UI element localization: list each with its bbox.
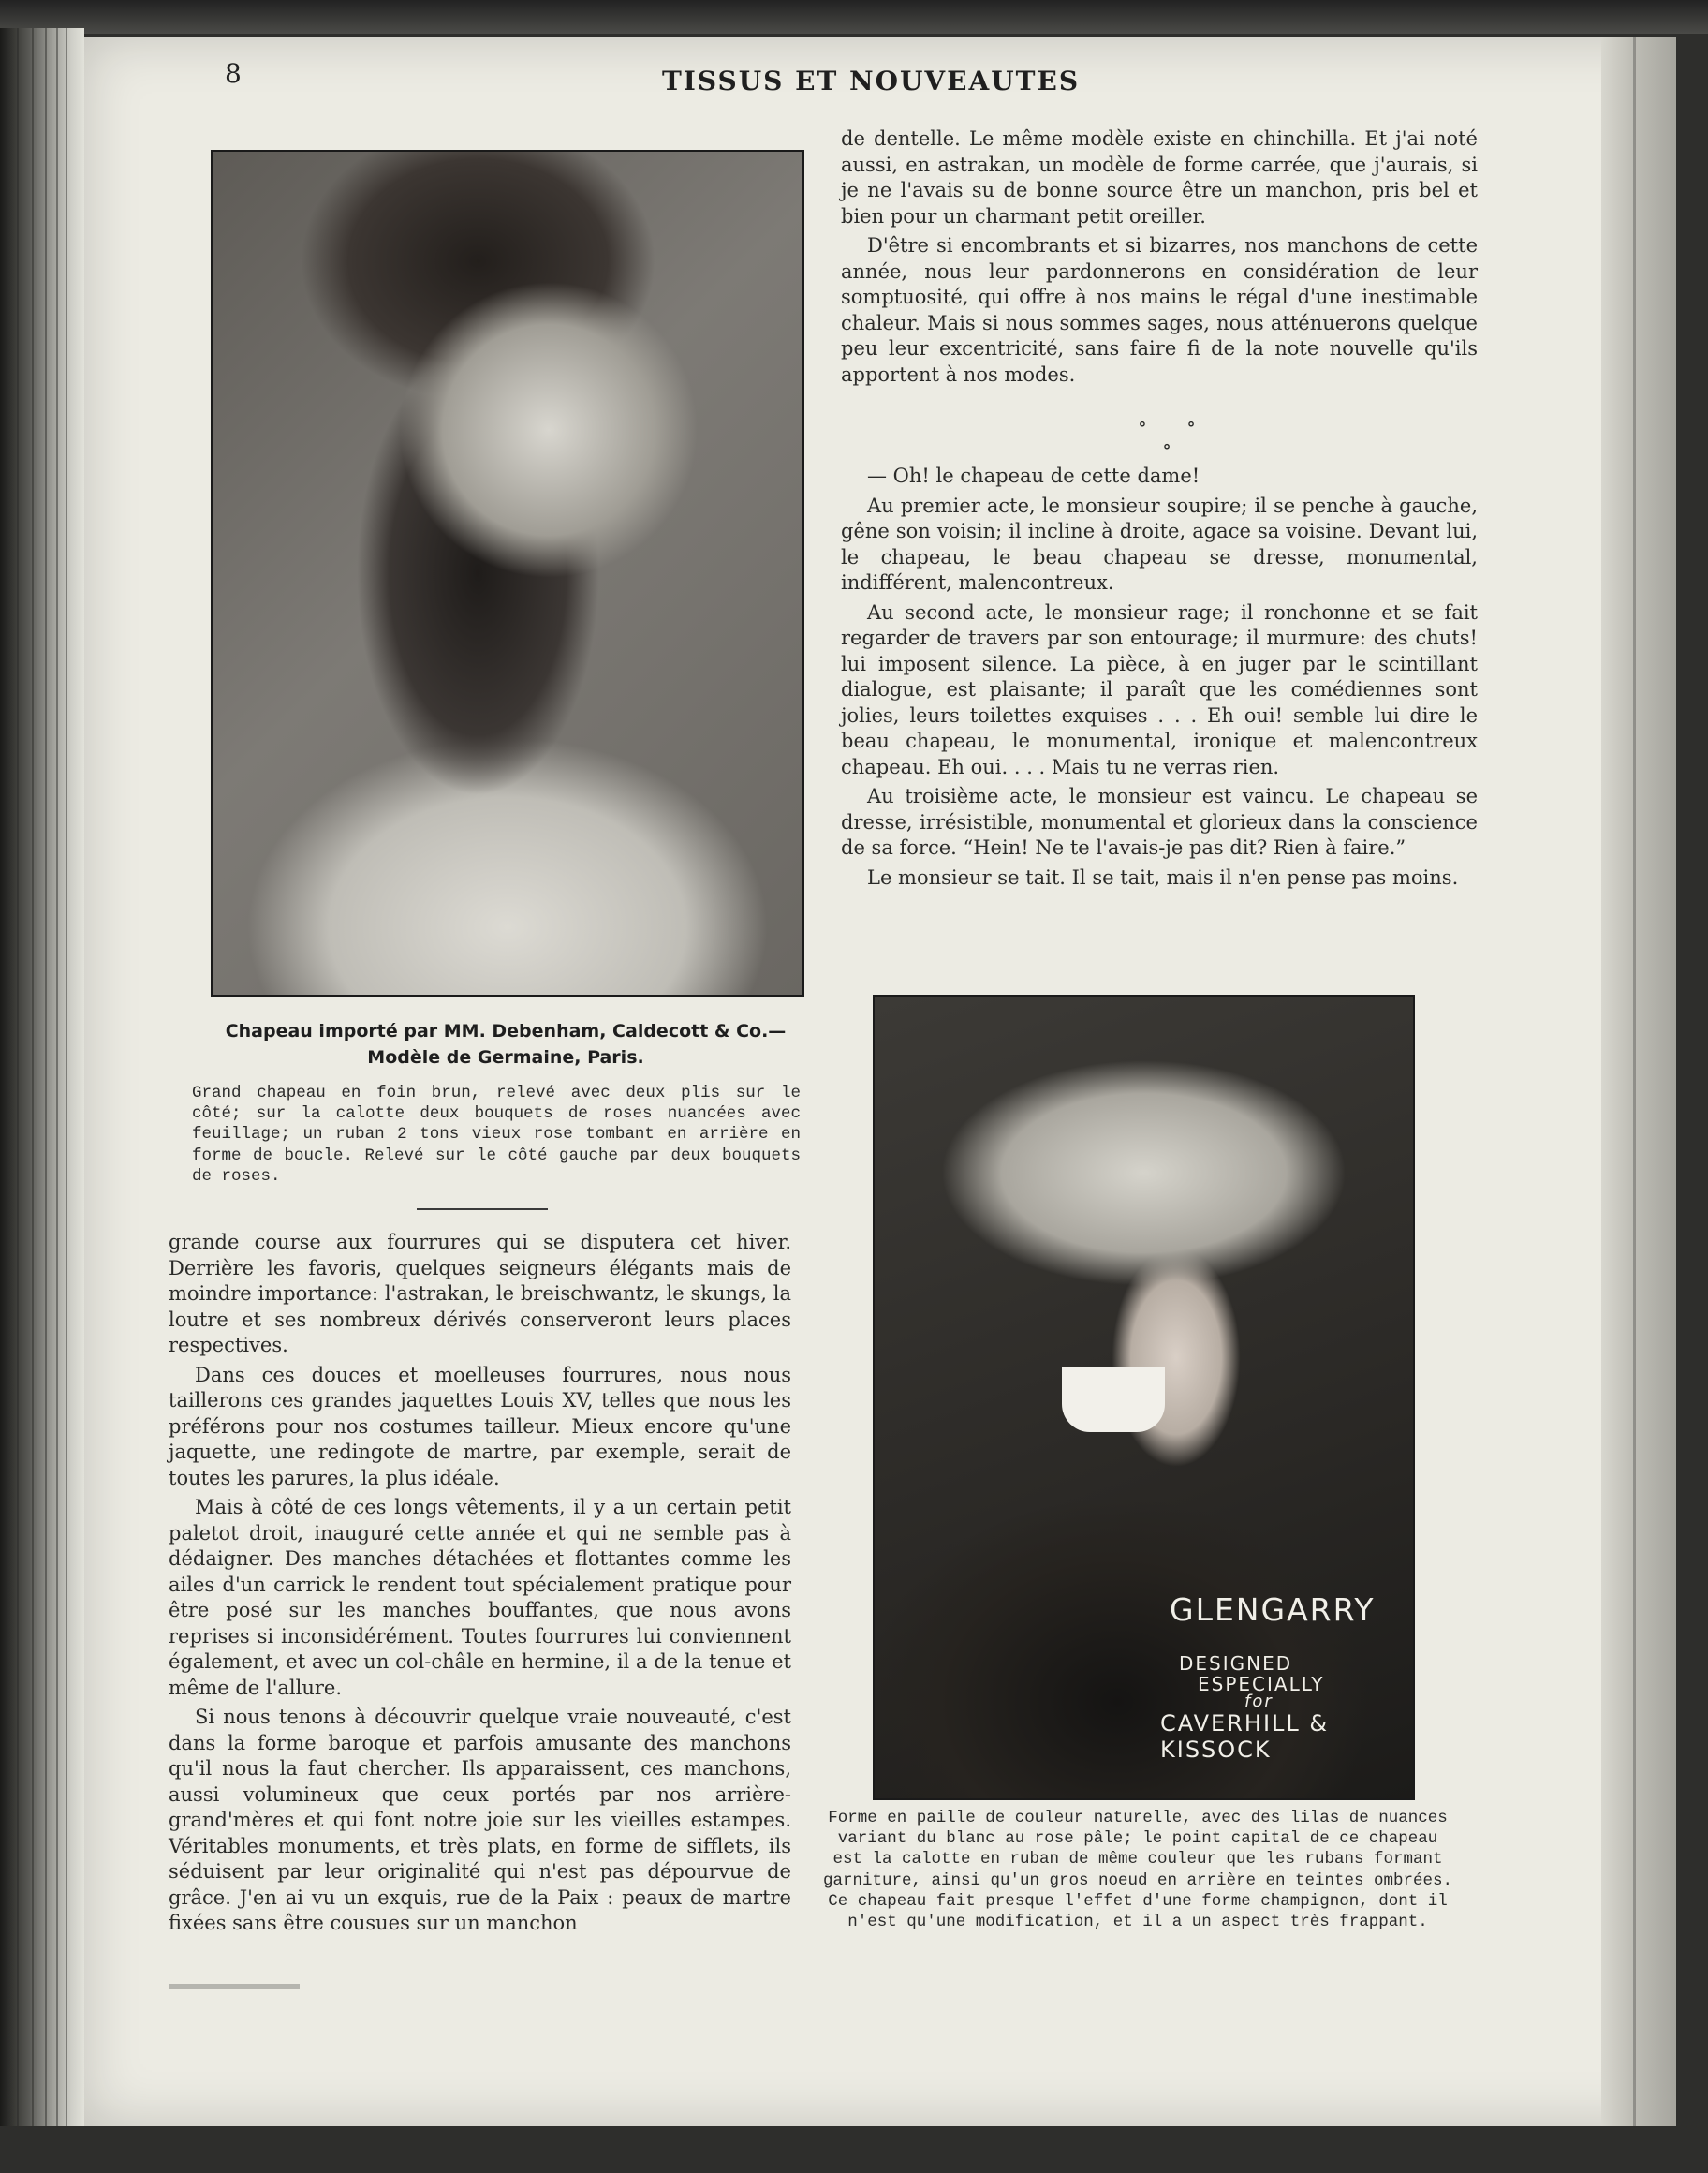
paragraph: Dans ces douces et moelleuses fourrures, nous nous taillerons ces grandes jaquettes Louis XV, telles que nous les préférons pour nos costumes tailleur. Mieux encore qu'une jaquette, une redingote de martre, par exemple, serait de toutes les parures, la plus idéale. [169, 1363, 791, 1489]
page-number: 8 [225, 58, 242, 89]
photo-hat-back-view [211, 150, 804, 997]
right-column-mid-text [841, 464, 1478, 894]
photo-overlay-line-3: for [1244, 1692, 1274, 1711]
caption-title-line-1: Chapeau importé par MM. Debenham, Caldecott & Co.— [225, 1021, 787, 1042]
photo-collar-detail [1062, 1367, 1165, 1432]
photo-overlay-line-2: ESPECIALLY [1198, 1673, 1325, 1695]
running-head: TISSUS ET NOUVEAUTES [661, 66, 1081, 96]
paragraph: D'être si encombrants et si bizarres, nos manchons de cette année, nous leur pardonnerons en considération de leur somptuosité, qui offre à nos mains le régal d'une inestimable chaleur. Mais si nous sommes sages, nous atténuerons quelque peu leur excentricité, sans faire fi de la note nouvelle qu'ils apportent à nos modes. [841, 234, 1478, 386]
scan-smudge [169, 1984, 300, 1989]
photo-1-caption-body: Grand chapeau en foin brun, relevé avec deux plis sur le côté; sur la calotte deux bouquets de roses nuancées avec feuillage; un ruban 2 tons vieux rose tombant en arrière en forme de boucle. Relevé sur le côté gauche par deux bouquets de roses. [192, 1084, 801, 1186]
photo-glengarry-hat-profile [873, 995, 1415, 1800]
photo-2-caption: Forme en paille de couleur naturelle, avec des lilas de nuances variant du blanc au rose pâle; le point capital de ce chapeau est la calotte en ruban de même couleur que les rubans formant garniture, ainsi qu'un gros noeud en arrière en teintes ombrées. Ce chapeau fait presque l'effet d'une forme champignon, dont il n'est qu'une modification, et il a un aspect très frappant. [822, 1809, 1453, 1932]
photo-overlay-brand: GLENGARRY [1170, 1591, 1376, 1628]
paragraph: — Oh! le chapeau de cette dame! [867, 465, 1200, 487]
paragraph: Si nous tenons à découvrir quelque vraie nouveauté, c'est dans la forme baroque et parfois amusante des manchons qu'il nous la faut chercher. Ils apparaissent, ces manchons, aussi volumineux que ceux portés par nos arrière-grand'mères et qui font notre joie sur les vieilles estampes. Véritables monuments, et très plats, en forme de sifflets, ils séduisent par leur originalité qui n'est pas dépourvue de grâce. J'en ai vu un exquis, rue de la Paix : peaux de martre fixées sans être cousues sur un manchon [169, 1706, 791, 1934]
paragraph: Au second acte, le monsieur rage; il ronchonne et se fait regarder de travers par son entourage; il murmure: des chuts! lui imposent silence. La pièce, à en juger par le scintillant dialogue, est plaisante; il paraît que les comédiennes sont jolies, leurs toilettes exquises . . . Eh oui! semble lui dire le beau chapeau, le monumental, ironique et malencontreux chapeau. Eh oui. . . . Mais tu ne verras rien. [841, 600, 1478, 778]
photo-1-caption-title [187, 1019, 824, 1071]
book-page-stack-left [0, 28, 84, 2126]
section-divider-rule [417, 1208, 548, 1210]
book-gutter-right [1601, 37, 1676, 2126]
paragraph: Le monsieur se tait. Il se tait, mais il n'en pense pas moins. [867, 865, 1459, 889]
paragraph: grande course aux fourrures qui se disputera cet hiver. Derrière les favoris, quelques seigneurs élégants mais de moindre importance: l'astrakan, le breischwantz, le skungs, la loutre et ses nombreux dérivés conserveront leurs places respectives. [169, 1231, 791, 1356]
paragraph: Au troisième acte, le monsieur est vaincu. Le chapeau se dresse, irrésistible, monumental et glorieux dans la conscience de sa force. “Hein! Ne te l'avais-je pas dit? Rien à faire.” [841, 785, 1478, 859]
paragraph: de dentelle. Le même modèle existe en chinchilla. Et j'ai noté aussi, en astrakan, un modèle de forme carrée, que j'aurais, si je ne l'avais su de bonne source être un manchon, pris bel et bien pour un charmant petit oreiller. [841, 127, 1478, 228]
right-column-top-text [841, 126, 1478, 392]
photo-overlay-line-1: DESIGNED [1179, 1652, 1293, 1675]
photo-overlay-line-4: CAVERHILL & KISSOCK [1160, 1710, 1330, 1763]
left-column-text [169, 1230, 791, 1941]
paragraph: Au premier acte, le monsieur soupire; il se penche à gauche, gêne son voisin; il incline à droite, agace sa voisine. Devant lui, le chapeau, le beau chapeau se dresse, monumental, indifférent, malencontreux. [841, 494, 1478, 594]
paragraph: Mais à côté de ces longs vêtements, il y a un certain petit paletot droit, inauguré cette année et qui ne semble pas à dédaigner. Des manches détachées et flottantes comme les ailes d'un carrick le rendent tout spécialement pratique pour être posé sur les manches bouffantes, que nous avons reprises si inconsidérément. Toutes fourrures lui conviennent également, et avec un col-châle en hermine, il a de la tenue et même de l'allure. [169, 1496, 791, 1699]
section-ornament: ∘ ∘ ∘ [1138, 412, 1213, 457]
caption-title-line-2: Modèle de Germaine, Paris. [367, 1046, 644, 1068]
scan-top-shadow [0, 0, 1708, 34]
